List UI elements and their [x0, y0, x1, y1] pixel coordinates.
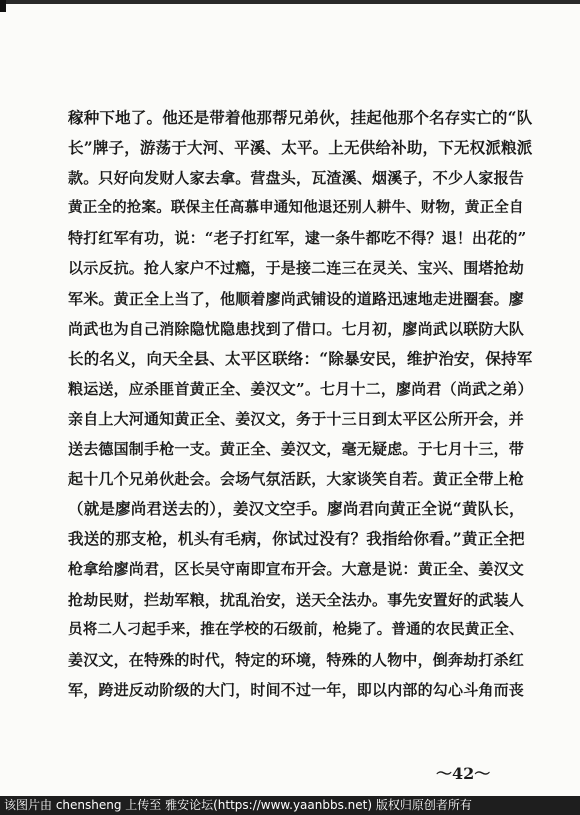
- text-line: 尚武也为自己消除隐忧隐患找到了借口。七月初，廖尚武以联防大队: [68, 319, 525, 338]
- text-line: 我送的那支枪，机头有毛病，你试过没有？我指给你看。”黄正全把: [68, 529, 525, 549]
- scan-edge-top: [0, 0, 580, 4]
- text-line: 亲自上大河通知黄正全、姜汉文，务于十三日到太平区公所开会，并: [68, 409, 525, 428]
- text-line: 枪拿给廖尚君，区长吴守南即宣布开会。大意是说：黄正全、姜汉文: [68, 560, 525, 579]
- text-line: 抢劫民财，拦劫军粮，扰乱治安，送天全法办。事先安置好的武装人: [68, 590, 525, 609]
- text-line: 以示反抗。抢人家户不过瘾，于是接二连三在灵关、宝兴、围塔抢劫: [68, 259, 525, 278]
- scan-edge-corner: [0, 0, 6, 12]
- text-line: 粮运送，应杀匪首黄正全、姜汉文”。七月十二，廖尚君（尚武之弟）: [68, 379, 533, 398]
- text-line: （就是廖尚君送去的），姜汉文空手。廖尚君向黄正全说“黄队长，: [68, 499, 525, 519]
- text-line: 姜汉文，在特殊的时代，特定的环境，特殊的人物中，倒奔劫打杀红: [68, 650, 525, 669]
- text-line: 起十几个兄弟伙赴会。会场气氛活跃，大家谈笑自若。黄正全带上枪: [68, 470, 525, 489]
- text-line: 特打红军有功，说：“老子打红军，逮一条牛都吃不得？退！出花的”: [68, 229, 527, 248]
- text-line: 军米。黄正全上当了，他顺着廖尚武铺设的道路迅速地走进圈套。廖: [68, 289, 525, 308]
- text-line: 送去德国制手枪一支。黄正全、姜汉文，毫无疑虑。于七月十三，带: [68, 440, 525, 459]
- page-number: ～42～: [436, 764, 491, 783]
- text-line: 长”牌子，游荡于大河、平溪、太平。上无供给补助，下无权派粮派: [68, 138, 533, 158]
- text-line: 长的名义，向天全县、太平区联络：“除暴安民，维护治安，保持军: [68, 348, 533, 368]
- text-line: 黄正全的抢案。联保主任高慕申通知他退还别人耕牛、财物，黄正全自: [68, 199, 524, 217]
- watermark-footer: 该图片由 chensheng 上传至 雅安论坛(https://www.yaanbbs.net) 版权归原创者所有: [0, 796, 580, 815]
- text-line: 稼种下地了。他还是带着他那帮兄弟伙，挂起他那个名存实亡的“队: [68, 108, 533, 127]
- text-line: 员将二人刁起手来，推在学校的石级前，枪毙了。普通的农民黄正全、: [68, 620, 524, 638]
- body-text: [68, 103, 538, 705]
- text-line: 军，跨进反动阶级的大门，时间不过一年，即以内部的勾心斗角而丧: [68, 680, 525, 699]
- text-line: 款。只好向发财人家去拿。营盘头，瓦渣溪、烟溪子，不少人家报告: [68, 169, 525, 188]
